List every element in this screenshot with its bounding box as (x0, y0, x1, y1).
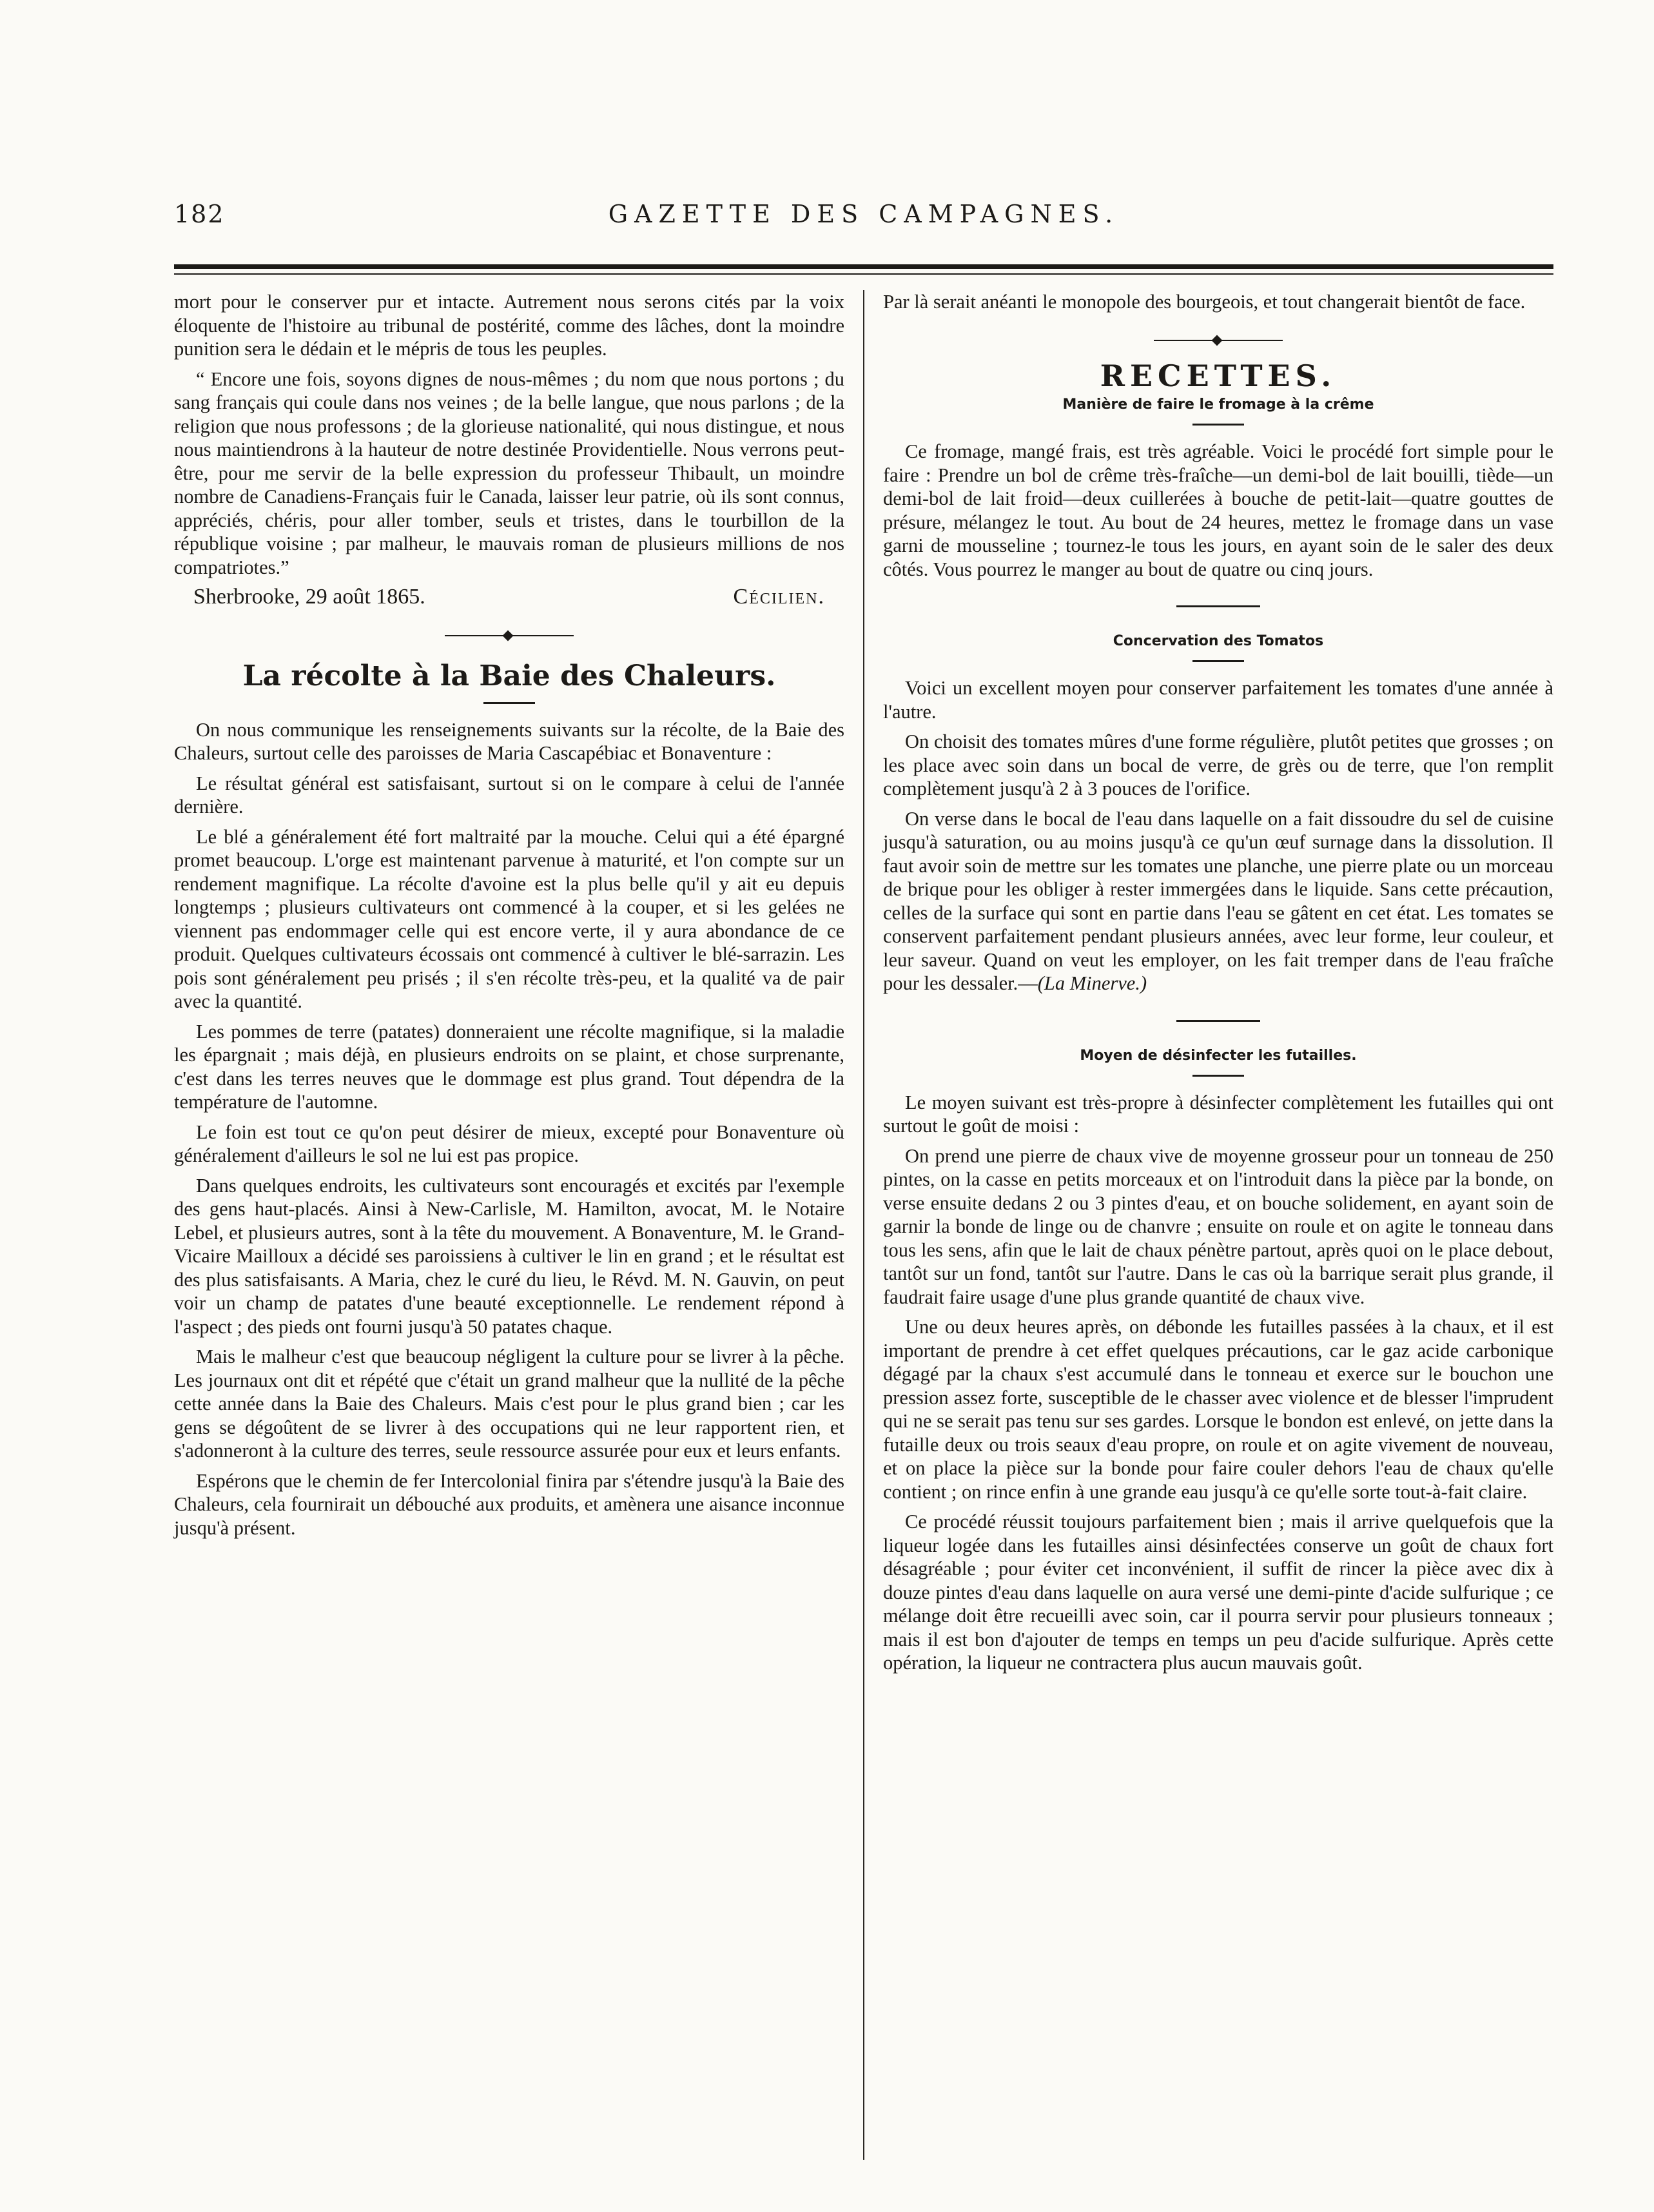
journal-title: GAZETTE DES CAMPAGNES. (608, 200, 1120, 228)
right-column (883, 290, 1553, 1681)
title-rule (1192, 1075, 1244, 1077)
recipe-text: On verse dans le bocal de l'eau dans laquelle on a fait dissoudre du sel de cuisine jusqu'à saturation, ou au moins jusqu'à ce qu'un œuf surnage dans la dissolution. Il faut avoir soin de mettre sur les tomates une planche, une pierre plate ou un morceau de brique pour les obliger à rester immergées dans le liquide. Sans cette précaution, celles de la surface qui sont en partie dans l'eau se gâtent en cet état. Les tomates se conservent parfaitement pendant plusieurs années, avec leur forme, leur couleur, et leur saveur. Quand on veut les employer, on les fait tremper dans de l'eau fraîche pour les dessaler.— (883, 807, 1553, 994)
newspaper-page (174, 200, 1553, 2147)
recipe-paragraph: Voici un excellent moyen pour conserver parfaitement les tomates d'une année à l'autre. (883, 677, 1553, 723)
continuation-paragraph: Par là serait anéanti le monopole des bourgeois, et tout changerait bientôt de face. (883, 291, 1526, 313)
article-paragraph: Le foin est tout ce qu'on peut désirer de mieux, excepté pour Bonaventure où généralement d'ailleurs le sol ne lui est pas propice. (174, 1121, 844, 1166)
article-paragraph: Le résultat général est satisfaisant, surtout si on le compare à celui de l'année dernière. (174, 772, 844, 817)
article-paragraph: Les pommes de terre (patates) donneraient une récolte magnifique, si la maladie les épargnait ; mais déjà, en plusieurs endroits on se plaint, et chose surprenante, c'est dans les terres neuves que le dommage est plus grand. Tout dépendra de la température de l'automne. (174, 1020, 844, 1113)
recipe-paragraph: On choisit des tomates mûres d'une forme régulière, plutôt petites que grosses ; on les place avec soin dans un bocal de verre, de grès ou de terre, que l'on remplit complètement jusqu'à 2 à 3 pouces de l'orifice. (883, 730, 1553, 799)
signature: Cécilien. (733, 585, 825, 609)
header-rule-thick (174, 264, 1553, 269)
recipe-paragraph (883, 807, 1553, 995)
letter-signoff (174, 585, 844, 609)
recipe-title: Manière de faire le fromage à la crême (1062, 396, 1374, 413)
recipe-paragraph: Le moyen suivant est très-propre à désinfecter complètement les futailles qui ont surtout le goût de moisi : (883, 1091, 1553, 1137)
letter-paragraph: “ Encore une fois, soyons dignes de nous-mêmes ; du nom que nous portons ; du sang français qui coule dans nos veines ; de la belle langue, que nous parlons ; de la religion que nous professons ; de la glorieuse nationalité, qui nous distingue, et nous nous maintiendrons à la hauteur de notre destinée Providentielle. Nous verrons peut-être, pour me servir de la belle expression du professeur Thibault, un moindre nombre de Canadiens-Français fuir le Canada, laisser leur patrie, où ils sont connus, appréciés, chéris, pour aller tomber, seuls et tristes, dans le tourbillon de la république voisine ; par malheur, le mauvais roman de plusieurs millions de nos compatriotes.” (174, 367, 844, 578)
place-date: Sherbrooke, 29 août 1865. (193, 585, 425, 609)
recipe-separator (1176, 1020, 1260, 1022)
recipe-separator (1176, 605, 1260, 607)
article-paragraph: On nous communique les renseignements suivants sur la récolte, de la Baie des Chaleurs, surtout celle des paroisses de Maria Cascapébiac et Bonaventure : (174, 718, 844, 764)
section-title: RECETTES. (1100, 358, 1337, 393)
left-column (174, 290, 844, 1546)
article-paragraph: Dans quelques endroits, les cultivateurs sont encouragés et excités par l'exemple des gens haut-placés. Ainsi à New-Carlisle, M. Hamilton, avocat, M. le Notaire Lebel, et plusieurs autres, sont à la tête du mouvement. A Bonaventure, M. le Grand-Vicaire Mailloux a décidé ses paroissiens à cultiver le lin en grand ; et le résultat est des plus satisfaisants. A Maria, chez le curé du lieu, le Révd. M. N. Gauvin, on peut voir un champ de patates d'une beauté exceptionnelle. Le rendement répond à l'aspect ; des pieds ont fourni jusqu'à 50 patates chaque. (174, 1174, 844, 1338)
recipe-source: (La Minerve.) (1037, 972, 1147, 994)
letter-paragraph: mort pour le conserver pur et intacte. Autrement nous serons cités par la voix éloquente de l'histoire au tribunal de postérité, comme des lâches, dont la moindre punition sera le dédain et le mépris de tous les peuples. (174, 291, 844, 360)
article-paragraph: Espérons que le chemin de fer Intercolonial finira par s'étendre jusqu'à la Baie des Chaleurs, cela fournirait un débouché aux produits, et amènera une aisance inconnue jusqu'à présent. (174, 1469, 844, 1539)
column-divider (863, 290, 864, 2160)
recipe-title: Moyen de désinfecter les futailles. (1080, 1047, 1357, 1064)
recipe-title: Concervation des Tomatos (1113, 633, 1324, 649)
ornament-divider (1154, 335, 1283, 346)
article-title: La récolte à la Baie des Chaleurs. (242, 659, 776, 692)
recipe-paragraph: Ce fromage, mangé frais, est très agréable. Voici le procédé fort simple pour le faire : Prendre un bol de crême très-fraîche—un demi-bol de lait bouilli, tiède—un demi-bol de lait froid—deux cuillerées à bouche de petit-lait—quatre gouttes de présure, mélangez le tout. Au bout de 24 heures, mettez le fromage dans un vase garni de mousseline ; tournez-le tous les jours, en ayant soin de le saler des deux côtés. Vous pourrez le manger au bout de quatre ou cinq jours. (883, 440, 1553, 580)
article-paragraph: Le blé a généralement été fort maltraité par la mouche. Celui qui a été épargné promet beaucoup. L'orge est maintenant parvenue à maturité, et l'on compte sur un rendement magnifique. La récolte d'avoine est la plus belle qu'il y ait eu depuis longtemps ; plusieurs cultivateurs ont commencé à la couper, et si les gelées ne viennent pas endommager celle qui est encore verte, il y aura abondance de ce produit. Quelques cultivateurs écossais ont commencé à cultiver le blé-sarrazin. Les pois sont généralement peu prisés ; il s'en récolte très-peu, et la qualité va de pair avec la quantité. (174, 825, 844, 1012)
ornament-divider (445, 630, 574, 641)
columns (174, 290, 1553, 2147)
recipe-paragraph: Une ou deux heures après, on débonde les futailles passées à la chaux, et il est important de prendre à cet effet quelques précautions, car le gaz acide carbonique dégagé par la chaux s'est accumulé dans le tonneau et exerce sur le bouchon une pression assez forte, susceptible de le chasser avec violence et de blesser l'imprudent qui ne se serait pas tenu sur ses gardes. Lorsque le bondon est enlevé, on jette dans la futaille deux ou trois seaux d'eau propre, on roule et on agite vivement de nouveau, et on place la pièce sur la bonde pour faire couler dehors l'eau de chaux qu'elle contient ; on rince enfin à une grande eau jusqu'à ce qu'elle sorte tout-à-fait claire. (883, 1316, 1553, 1503)
article-paragraph: Mais le malheur c'est que beaucoup négligent la culture pour se livrer à la pêche. Les journaux ont dit et répété que c'était un grand malheur que la nullité de la pêche cette année dans la Baie des Chaleurs. Mais c'est pour le plus grand bien ; car les gens se dégoûtent de se livrer à des occupations qui ne leur rapportent rien, et s'adonneront à la culture des terres, seule ressource assurée pour eux et leurs enfants. (174, 1346, 844, 1462)
page-number: 182 (174, 200, 225, 228)
page-header (174, 200, 1553, 251)
recipe-paragraph: On prend une pierre de chaux vive de moyenne grosseur pour un tonneau de 250 pintes, on la casse en petits morceaux et on l'introduit dans la pièce par la bonde, on verse ensuite dedans 2 ou 3 pintes d'eau, et on bouche solidement, en ayant soin de garnir la bonde de linge ou de chanvre ; ensuite on roule et on agite le tonneau dans tous les sens, afin que le lait de chaux pénètre partout, après quoi on le place debout, tantôt sur un fond, tantôt sur l'autre. Dans le cas où la barrique serait plus grande, il faudrait faire usage d'une plus grande quantité de chaux vive. (883, 1144, 1553, 1308)
recipe-paragraph: Ce procédé réussit toujours parfaitement bien ; mais il arrive quelquefois que la liqueur logée dans les futailles ainsi désinfectées conserve un goût de chaux fort désagréable ; pour éviter cet inconvénient, il suffit de rincer la pièce avec dix à douze pintes d'eau dans laquelle on aura versé une demi-pinte d'acide sulfurique ; ce mélange doit être recueilli avec soin, car il pourra servir pour plusieurs tonneaux ; mais il est bon d'ajouter de temps en temps un peu d'acide sulfurique. Après cette opération, la liqueur ne contractera plus aucun mauvais goût. (883, 1511, 1553, 1674)
title-rule (1192, 424, 1244, 426)
title-rule (483, 702, 535, 704)
header-rule-thin (174, 273, 1553, 275)
title-rule (1192, 660, 1244, 662)
